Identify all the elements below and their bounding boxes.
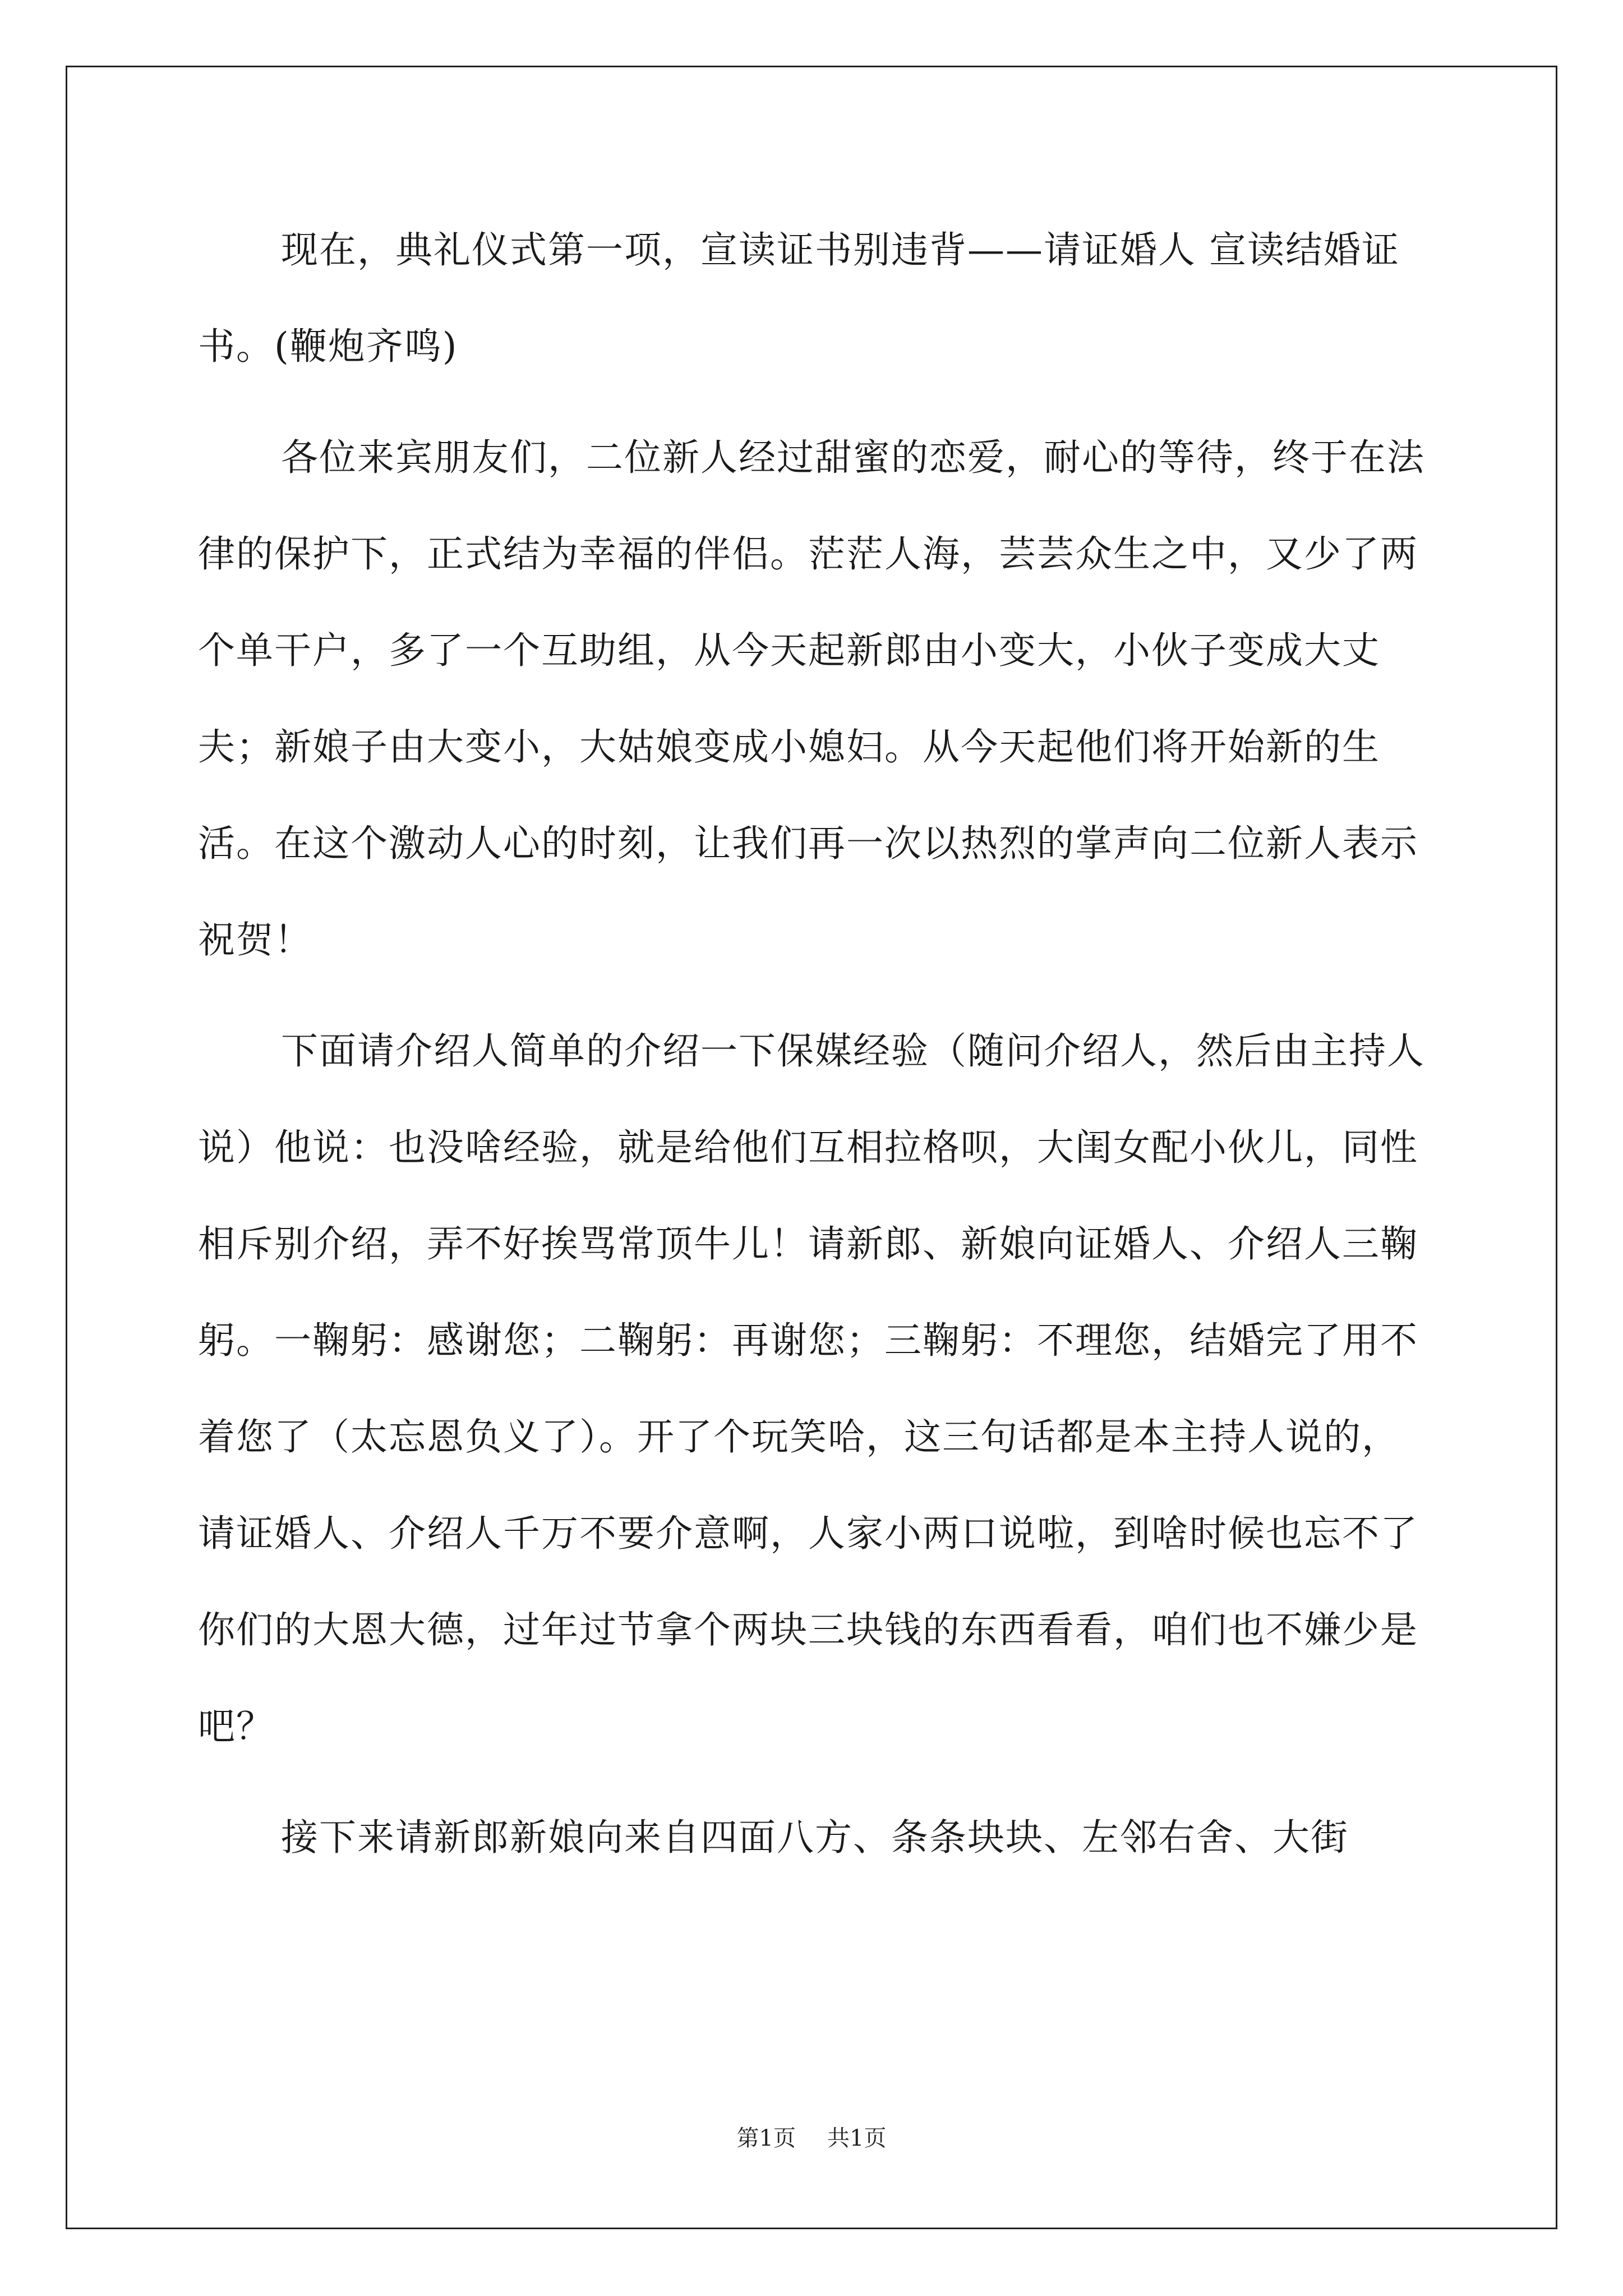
paragraph-3: 下面请介绍人简单的介绍一下保媒经验（随问介绍人，然后由主持人说）他说：也没啥经验，就是给他们互相拉格呗，大闺女配小伙儿，同性相斥别介绍，弄不好挨骂常顶牛儿！请新郎、新娘向证婚人、介绍人三鞠躬。一鞠躬：感谢您；二鞠躬：再谢您；三鞠躬：不理您，结婚完了用不着您了（太忘恩负义了）。开了个玩笑哈，这三句话都是本主持人说的，请证婚人、介绍人千万不要介意啊，人家小两口说啦，到啥时候也忘不了你们的大恩大德，过年过节拿个两块三块钱的东西看看，咱们也不嫌少是吧？ <box>198 1029 1425 1748</box>
paragraph-1: 现在，典礼仪式第一项，宣读证书别违背——请证婚人 宣读结婚证书。(鞭炮齐鸣) <box>198 228 1400 368</box>
page-footer <box>0 2120 1623 2152</box>
document-body <box>198 202 1432 1901</box>
page-number-total: 共1页 <box>827 2125 887 2151</box>
paragraph-4: 接下来请新郎新娘向来自四面八方、条条块块、左邻右舍、大街 <box>281 1816 1349 1859</box>
page-number-current: 第1页 <box>736 2125 796 2151</box>
paragraph-2: 各位来宾朋友们，二位新人经过甜蜜的恋爱，耐心的等待，终于在法律的保护下，正式结为幸福的伴侣。茫茫人海，芸芸众生之中，又少了两个单干户，多了一个互助组，从今天起新郎由小变大，小伙子变成大丈夫；新娘子由大变小，大姑娘变成小媳妇。从今天起他们将开始新的生活。在这个激动人心的时刻，让我们再一次以热烈的掌声向二位新人表示祝贺！ <box>198 436 1425 961</box>
